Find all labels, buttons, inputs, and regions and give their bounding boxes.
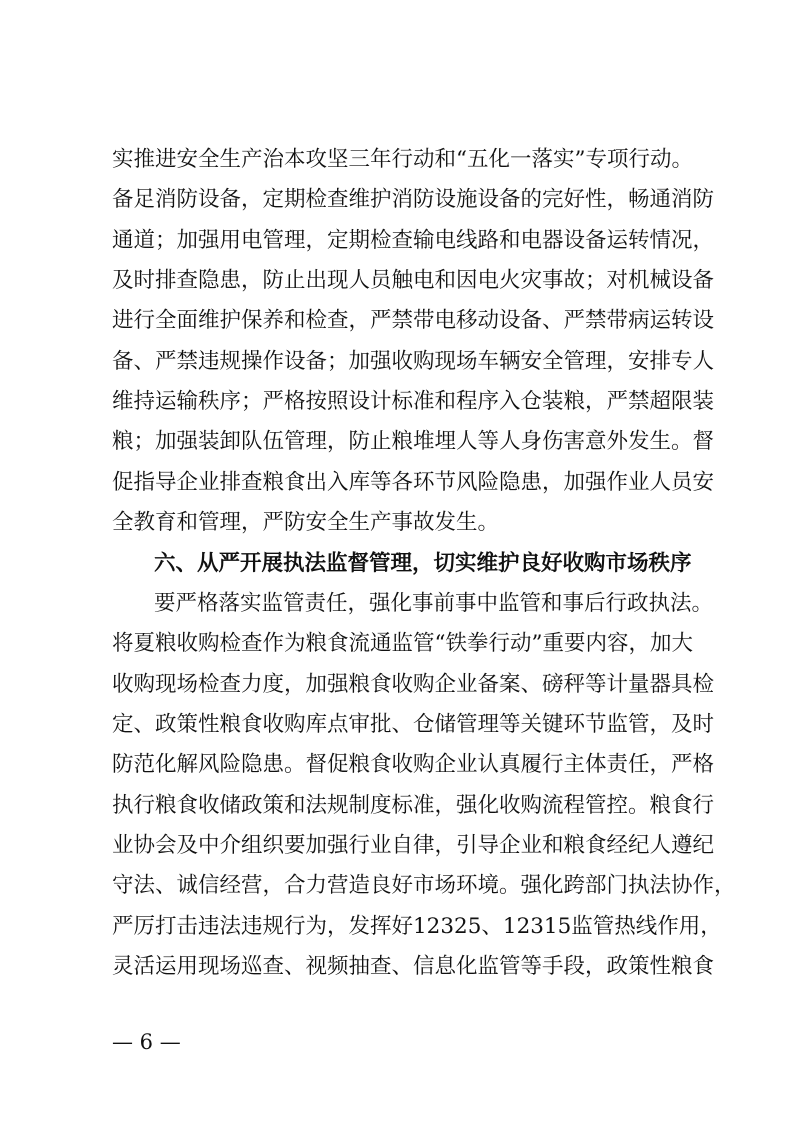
body-text-line: 备足消防设备，定期检查维护消防设施设备的完好性，畅通消防: [112, 187, 715, 212]
body-text-line: 收购现场检查力度，加强粮食收购企业备案、磅秤等计量器具检: [112, 672, 715, 697]
body-text-line: 防范化解风险隐患。督促粮食收购企业认真履行主体责任，严格: [112, 752, 715, 777]
body-text-line: 定、政策性粮食收购库点审批、仓储管理等关键环节监管，及时: [112, 712, 715, 737]
body-text-line: 粮；加强装卸队伍管理，防止粮堆埋人等人身伤害意外发生。督: [112, 429, 715, 454]
section-heading: 六、从严开展执法监督管理，切实维护良好收购市场秩序: [154, 551, 692, 576]
body-text-line: 严厉打击违法违规行为，发挥好12325、12315监管热线作用，: [112, 914, 722, 939]
body-text-line: 全教育和管理，严防安全生产事故发生。: [112, 510, 500, 535]
page-number: — 6 —: [112, 1030, 181, 1054]
body-text-line: 执行粮食收储政策和法规制度标准，强化收购流程管控。粮食行: [112, 793, 715, 818]
body-text-line: 促指导企业排查粮食出入库等各环节风险隐患，加强作业人员安: [112, 470, 715, 495]
body-text-line: 进行全面维护保养和检查，严禁带电移动设备、严禁带病运转设: [112, 308, 715, 333]
body-text-line: 备、严禁违规操作设备；加强收购现场车辆安全管理，安排专人: [112, 349, 715, 374]
body-text-line: 守法、诚信经营，合力营造良好市场环境。强化跨部门执法协作，: [112, 873, 736, 898]
body-text-line: 及时排查隐患，防止出现人员触电和因电火灾事故；对机械设备: [112, 268, 715, 293]
body-text-line: 要严格落实监管责任，强化事前事中监管和事后行政执法。: [154, 591, 714, 616]
body-text-line: 通道；加强用电管理，定期检查输电线路和电器设备运转情况，: [112, 228, 715, 253]
body-text-line: 灵活运用现场巡查、视频抽查、信息化监管等手段，政策性粮食: [112, 954, 715, 979]
body-text-line: 维持运输秩序；严格按照设计标准和程序入仓装粮，严禁超限装: [112, 389, 715, 414]
body-text-line: 将夏粮收购检查作为粮食流通监管“铁拳行动”重要内容，加大: [112, 631, 693, 656]
body-text-line: 业协会及中介组织要加强行业自律，引导企业和粮食经纪人遵纪: [112, 833, 715, 858]
body-text-line: 实推进安全生产治本攻坚三年行动和“五化一落实”专项行动。: [112, 147, 693, 172]
